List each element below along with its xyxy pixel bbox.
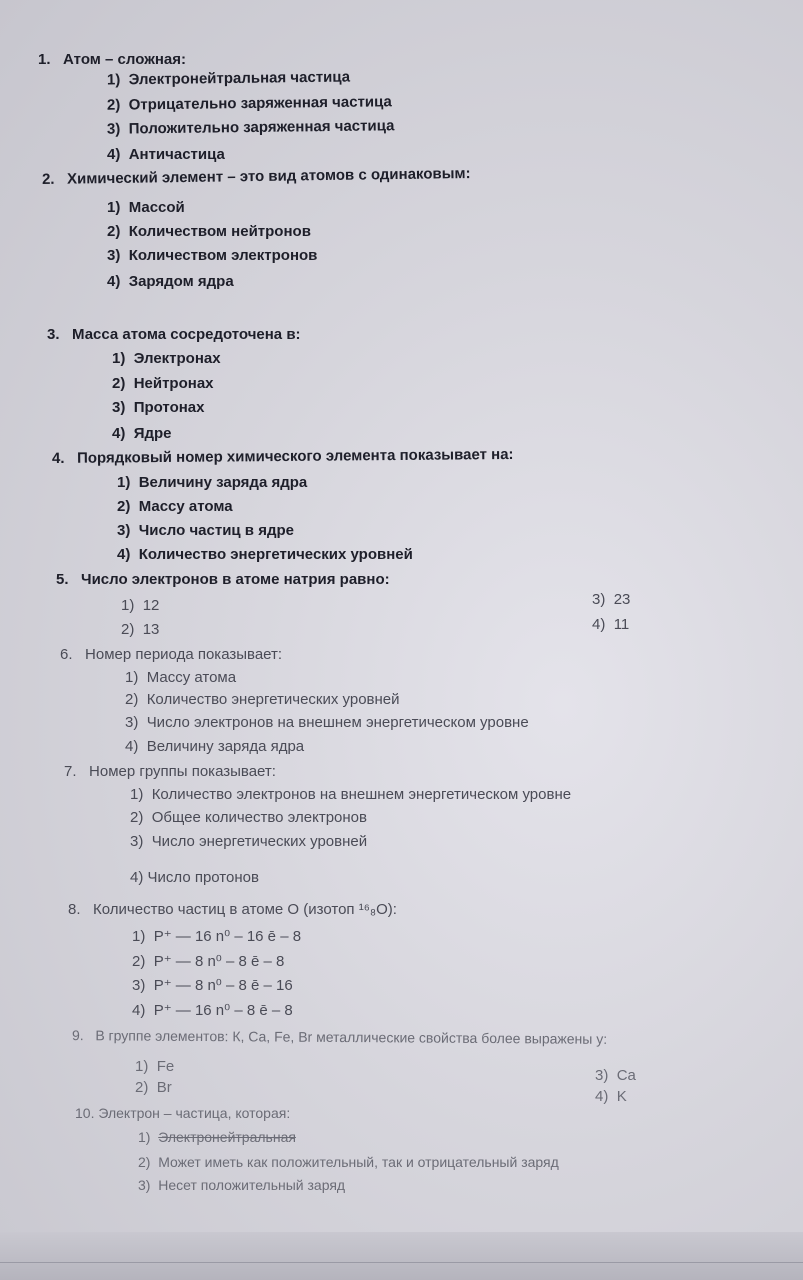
question-7: 7. Номер группы показывает: [64,763,276,780]
option: 3) Положительно заряженная частица [106,117,395,138]
option: 1) P⁺ — 16 n⁰ – 16 ē – 8 [132,928,302,945]
option: 1) 12 [121,597,160,614]
option: 1) Fe [135,1058,175,1075]
option: 3) Протонах [112,399,205,416]
question-8: 8. Количество частиц в атоме О (изотоп ¹⁶₈O): [68,901,397,918]
option: 4) P⁺ — 16 n⁰ – 8 ē – 8 [132,1002,293,1019]
option: 4) Число протонов [130,869,259,886]
question-number: 1. [38,51,51,68]
option: 1) Электронейтральная [138,1129,296,1145]
option: 1) Электронейтральная частица [106,68,351,89]
option: 2) Количеством нейтронов [107,223,311,240]
question-3: 3. Масса атома сосредоточена в: [47,326,301,343]
option: 4) Количество энергетических уровней [117,546,413,563]
question-text: Атом – сложная: [63,51,186,68]
option: 4) K [595,1088,627,1105]
option: 3) Число энергетических уровней [130,833,368,850]
question-6: 6. Номер периода показывает: [60,646,283,663]
option: 2) Количество энергетических уровней [125,691,400,708]
question-9: 9. В группе элементов: К, Са, Fe, Br металлические свойства более выражены у: [71,1027,608,1047]
option: 1) Электронах [112,350,221,367]
option: 3) P⁺ — 8 n⁰ – 8 ē – 16 [132,977,293,994]
question-10: 10. Электрон – частица, которая: [75,1105,291,1121]
question-5: 5. Число электронов в атоме натрия равно: [56,571,390,588]
option: 4) 11 [592,616,630,633]
option: 3) Несет положительный заряд [138,1177,346,1193]
screen-bezel [0,1232,803,1280]
option: 2) Может иметь как положительный, так и отрицательный заряд [138,1154,559,1170]
option: 1) Массой [107,199,185,216]
option: 3) Число частиц в ядре [117,522,294,539]
option: 4) Ядре [112,425,172,442]
option: 2) Массу атома [117,498,233,515]
option: 2) Общее количество электронов [130,809,367,826]
option: 3) 23 [592,591,631,608]
divider [0,1262,803,1263]
option: 2) Br [135,1079,172,1096]
question-1 [38,50,186,70]
option: 4) Античастица [107,146,225,163]
option: 4) Зарядом ядра [107,273,234,290]
question-4: 4. Порядковый номер химического элемента показывает на: [51,445,514,468]
option: 3) Количеством электронов [107,247,318,264]
question-2: 2. Химический элемент – это вид атомов с одинаковым: [41,165,471,188]
option: 3) Ca [595,1067,636,1084]
option: 3) Число электронов на внешнем энергетическом уровне [125,714,529,731]
option: 4) Величину заряда ядра [125,738,305,755]
option: 1) Массу атома [125,669,237,686]
option: 1) Величину заряда ядра [117,474,308,491]
option: 2) 13 [121,621,160,638]
option: 2) Отрицательно заряженная частица [106,93,392,114]
option: 1) Количество электронов на внешнем энергетическом уровне [130,786,572,803]
option: 2) Нейтронах [112,375,214,392]
option: 2) P⁺ — 8 n⁰ – 8 ē – 8 [132,953,285,970]
